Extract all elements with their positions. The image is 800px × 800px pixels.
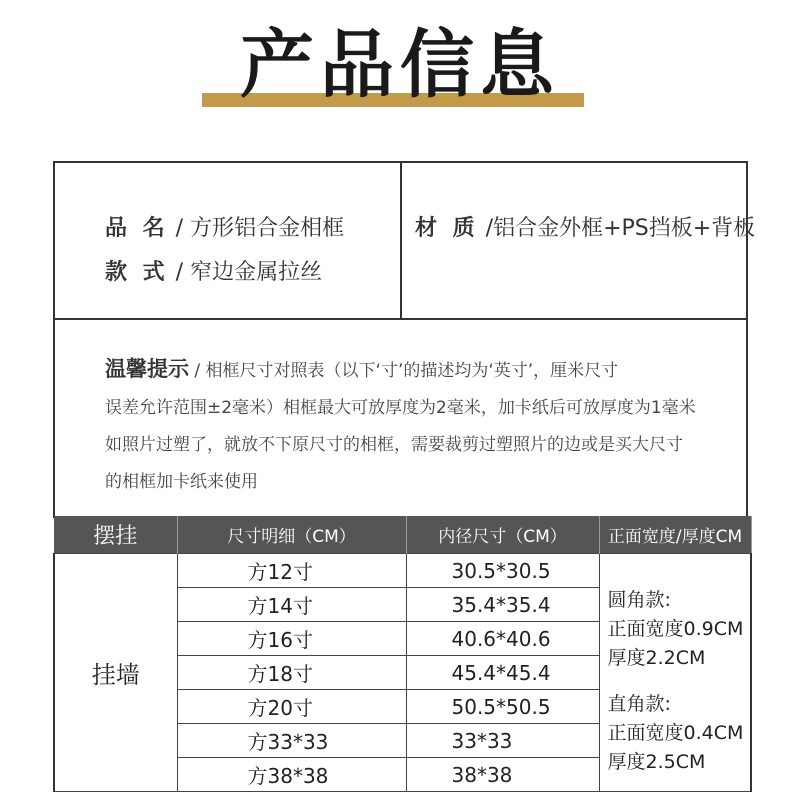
product-style-value: / 窄边金属拉丝 [168, 260, 323, 285]
inner-cell: 50.5*50.5 [406, 690, 599, 724]
size-cell: 方14寸 [177, 588, 406, 622]
size-cell: 方16寸 [177, 622, 406, 656]
size-cell: 方12寸 [177, 554, 406, 588]
table-row [54, 554, 751, 588]
inner-cell: 38*38 [406, 758, 599, 792]
round-title: 圆角款: [607, 589, 671, 611]
product-style-key: 款 式 [105, 260, 169, 285]
notice-line-1-text: / 相框尺寸对照表（以下‘寸’的描述均为‘英寸’，厘米尺寸 [189, 361, 619, 381]
info-divider [400, 163, 402, 318]
notice-key: 温馨提示 [105, 357, 189, 381]
square-width: 正面宽度0.4CM [607, 722, 744, 744]
size-cell: 方33*33 [177, 724, 406, 758]
notice-box [53, 318, 748, 518]
notice-line-2: 误差允许范围±2毫米）相框最大可放厚度为2毫米，加卡纸后可放厚度为1毫米 [105, 398, 696, 418]
inner-cell: 45.4*45.4 [406, 656, 599, 690]
round-thickness: 厚度2.2CM [607, 647, 706, 669]
size-cell: 方38*38 [177, 758, 406, 792]
front-spacer [608, 673, 751, 690]
product-material-value: /铝合金外框+PS挡板+背板 [478, 216, 756, 241]
product-info-box [53, 161, 756, 320]
notice-text [105, 351, 725, 501]
product-style-line [105, 255, 322, 286]
header-mount: 摆挂 [54, 516, 177, 554]
square-title: 直角款: [607, 693, 671, 715]
square-thickness: 厚度2.5CM [607, 751, 706, 773]
page-title: 产品信息 [240, 22, 560, 108]
front-spec-cell [599, 554, 751, 792]
inner-cell: 35.4*35.4 [406, 588, 599, 622]
header-inner: 内径尺寸（CM） [406, 516, 599, 554]
table-header-row [54, 516, 751, 554]
inner-cell: 33*33 [406, 724, 599, 758]
product-name-key: 品 名 [105, 216, 169, 241]
product-material-line [415, 211, 755, 242]
product-name-value: / 方形铝合金相框 [168, 216, 345, 241]
size-cell: 方20寸 [177, 690, 406, 724]
header-front: 正面宽度/厚度CM [599, 516, 751, 554]
round-width: 正面宽度0.9CM [607, 618, 744, 640]
product-material-key: 材 质 [415, 216, 479, 241]
mount-cell: 挂墙 [54, 554, 177, 792]
size-cell: 方18寸 [177, 656, 406, 690]
header-size: 尺寸明细（CM） [177, 516, 406, 554]
inner-cell: 30.5*30.5 [406, 554, 599, 588]
product-name-line [105, 211, 344, 242]
notice-line-3: 如照片过塑了，就放不下原尺寸的相框，需要裁剪过塑照片的边或是买大尺寸 [105, 435, 683, 455]
size-table [53, 516, 752, 792]
notice-line-4: 的相框加卡纸来使用 [105, 472, 258, 492]
notice-line-1 [105, 351, 725, 390]
inner-cell: 40.6*40.6 [406, 622, 599, 656]
